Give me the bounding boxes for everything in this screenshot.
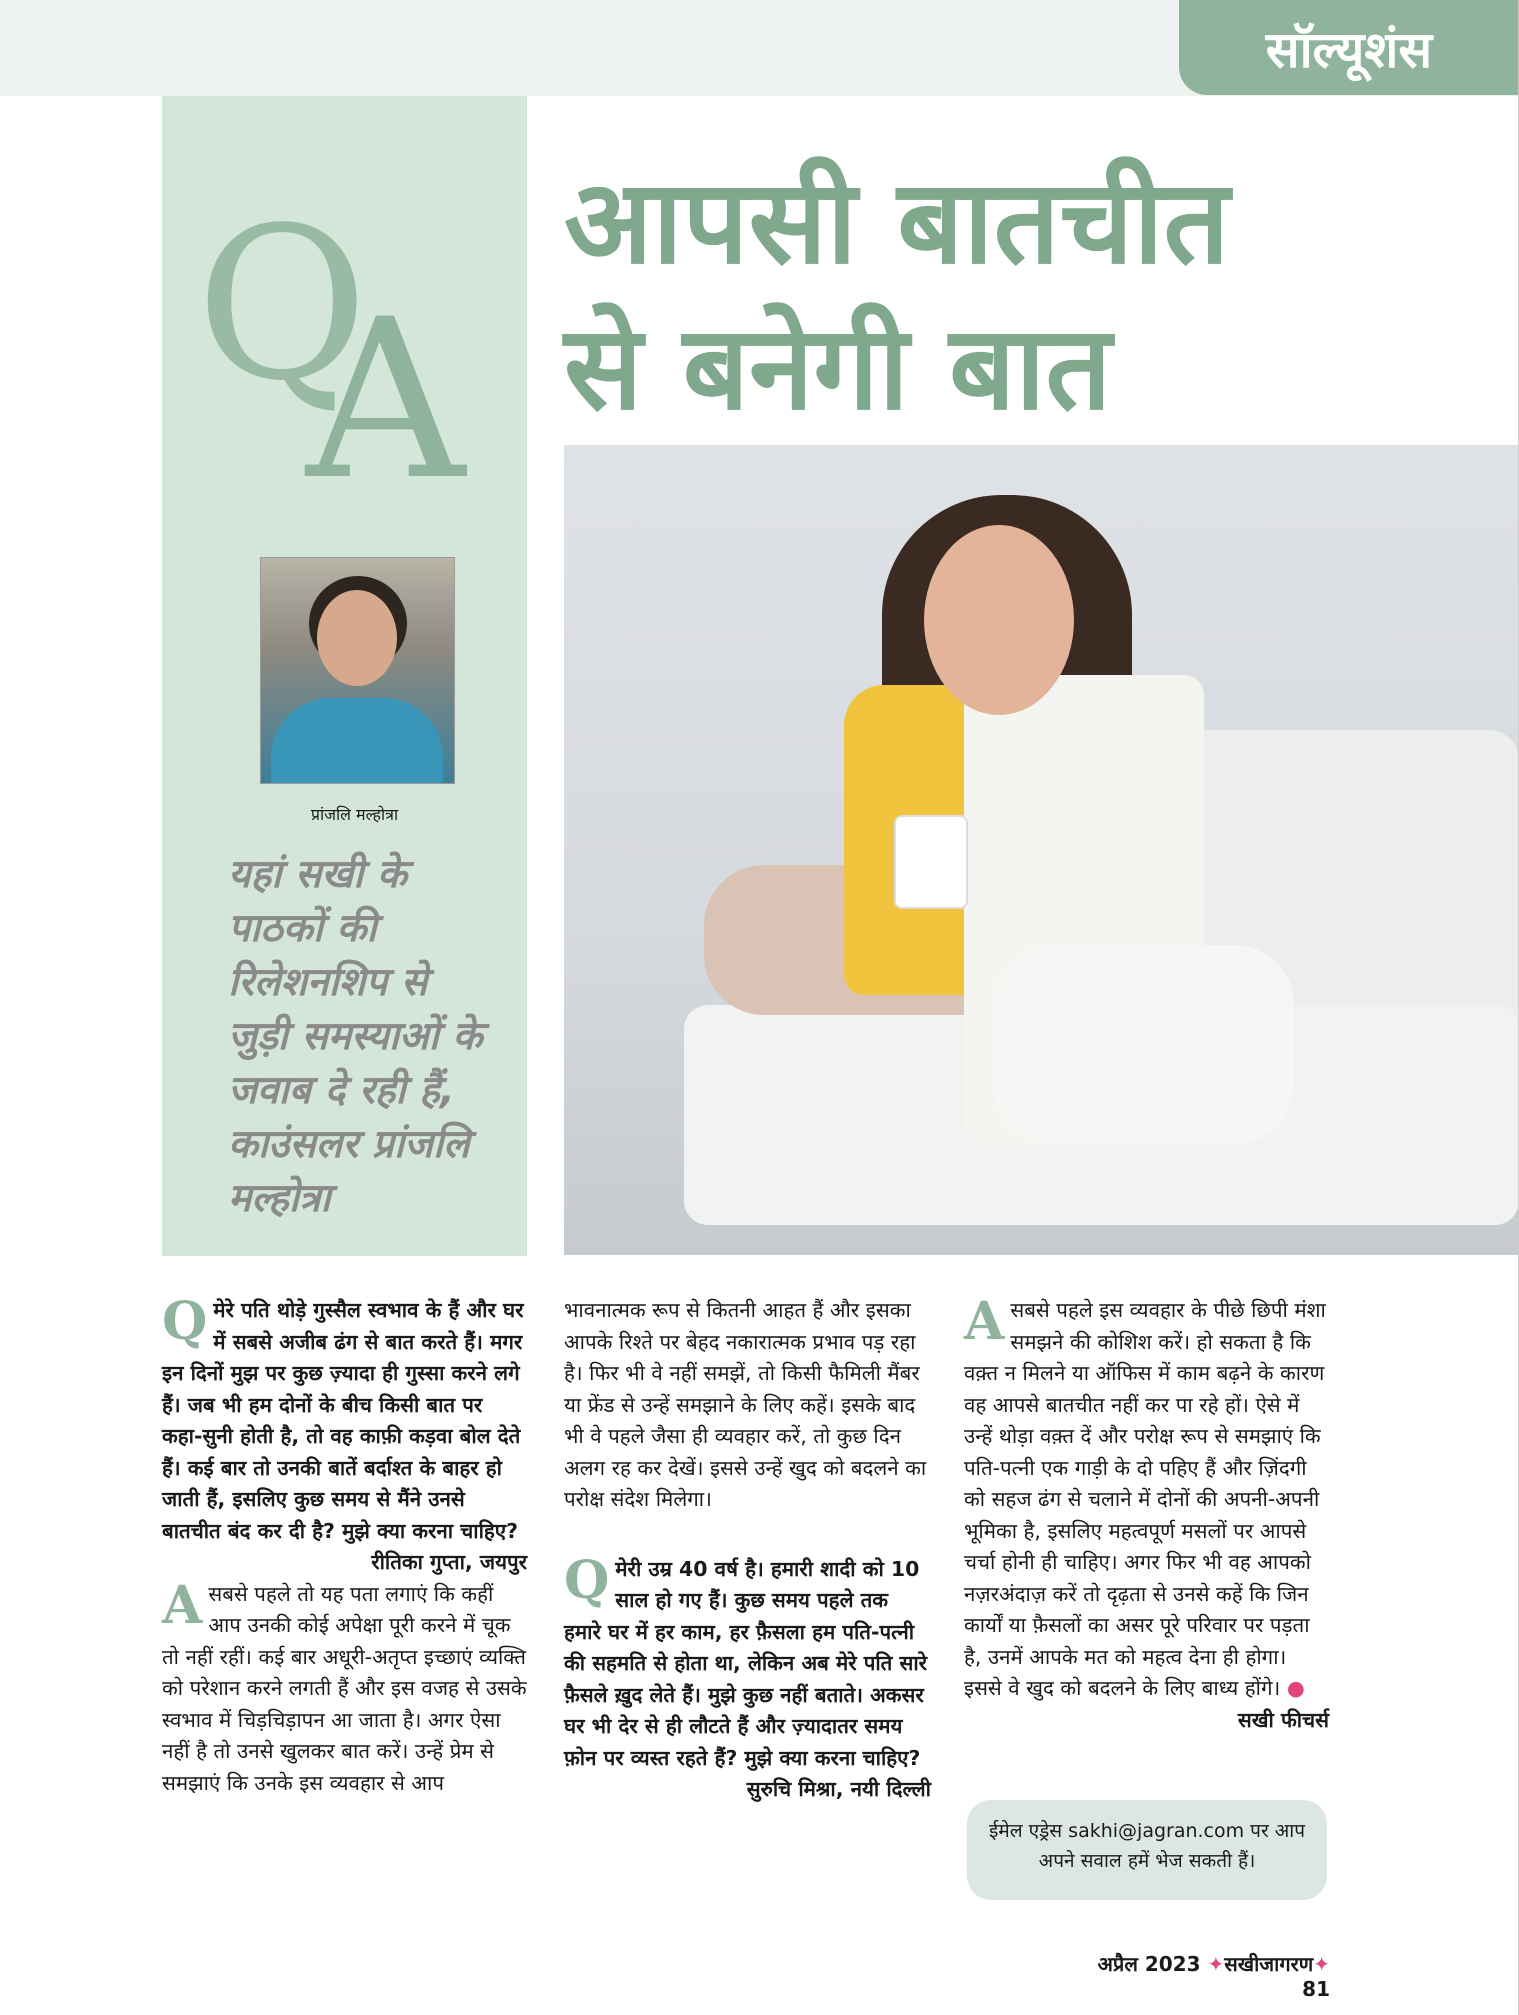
q-mark: Q	[162, 1291, 208, 1352]
answer-2-text: सबसे पहले इस व्यवहार के पीछे छिपी मंशा समझने की कोशिश करें। हो सकता है कि वक़्त न मिलने या ऑफिस में काम बढ़ने के कारण वह आपसे बातचीत नहीं कर पा रहे हों। ऐसे में उन्हें थोड़ा वक़्त दें और परोक्ष रूप से समझाएं कि पति-पत्नी एक गाड़ी के दो पहिए हैं और ज़िंदगी को सहज ढंग से चलाने में दोनों की अपनी-अपनी भूमिका है, इसलिए महत्वपूर्ण मसलों पर आपसे चर्चा होनी ही चाहिए। अगर फिर भी वह आपको नज़रअंदाज़ करें तो दृढ़ता से उनसे कहें कि जिन कार्यों या फ़ैसलों का असर पूरे परिवार पर पड़ता है, उनमें आपके मत को महत्व देना ही होगा। इससे वे खुद को बदलने के लिए बाध्य होंगे।	[964, 1298, 1326, 1700]
a-mark: A	[162, 1574, 203, 1636]
footer-month: अप्रैल 2023	[1097, 1952, 1201, 1976]
a-mark: A	[964, 1291, 1005, 1352]
byline: सखी फीचर्स	[1237, 1707, 1329, 1732]
question-1-author: रीतिका गुप्ता, जयपुर	[371, 1550, 527, 1574]
question-2-text: मेरी उम्र 40 वर्ष है। हमारी शादी को 10 साल हो गए हैं। कुछ समय पहले तक हमारे घर में हर काम, हर फ़ैसला हम पति-पत्नी की सहमति से होता था, लेकिन अब मेरे पति सारे फ़ैसले ख़ुद लेते हैं। मुझे कुछ नहीं बताते। अकसर घर भी देर से ही लौटते हैं और ज़्यादातर समय फ़ोन पर व्यस्त रहते हैं? मुझे क्या करना चाहिए?	[564, 1556, 928, 1770]
qa-logo-a: A	[306, 272, 465, 528]
answer-1-continued: भावनात्मक रूप से कितनी आहत हैं और इसका आपके रिश्ते पर बेहद नकारात्मक प्रभाव पड़ रहा है। फिर भी वे नहीं समझें, तो किसी फैमिली मैंबर या फ्रेंड से उन्हें समझाने के लिए कहें। इसके बाद भी वे पहले जैसा ही व्यवहार करें, तो कुछ दिन अलग रह कर देखें। इससे उन्हें खुद को बदलने का परोक्ष संदेश मिलेगा।	[564, 1298, 927, 1511]
headline-line-2: से बनेगी बात	[564, 301, 1112, 436]
star-icon: ✦	[1207, 1952, 1225, 1976]
question-1-text: मेरे पति थोड़े गुस्सैल स्वभाव के हैं और घर में सबसे अजीब ढंग से बात करते हैं। मगर इन दिनों मुझ पर कुछ ज़्यादा ही गुस्सा करने लगे हैं। जब भी हम दोनों के बीच किसी बात पर कहा-सुनी होती है, तो वह काफ़ी कड़वा बोल देते हैं। कई बार तो उनकी बातें बर्दाश्त के बाहर हो जाती हैं, इसलिए कुछ समय से मैंने उनसे बातचीत बंद कर दी है? मुझे क्या करना चाहिए?	[162, 1298, 524, 1543]
email-note: ईमेल एड्रेस sakhi@jagran.com पर आप अपने सवाल हमें भेज सकती हैं।	[967, 1800, 1327, 1900]
section-tab: सॉल्यूशंस	[1179, 0, 1519, 95]
portrait-caption: प्रांजलि मल्होत्रा	[310, 805, 399, 824]
star-icon: ✦	[1313, 1952, 1330, 1976]
qa-logo-q: Q	[196, 182, 369, 427]
q-mark: Q	[564, 1549, 610, 1611]
answer-1-text: सबसे पहले तो यह पता लगाएं कि कहीं आप उनकी कोई अपेक्षा पूरी करने में चूक तो नहीं रहीं। कई बार अधूरी-अतृप्त इच्छाएं व्यक्ति को परेशान करने लगती हैं और इस वजह से उसके स्वभाव में चिड़चिड़ापन आ जाता है। अगर ऐसा नहीं है तो उनसे खुलकर बात करें। उन्हें प्रेम से समझाएं कि उनके इस व्यवहार से आप	[162, 1581, 527, 1795]
page-number: 81	[1302, 1977, 1330, 2001]
intro-text: यहां सखी के पाठकों की रिलेशनशिप से जुड़ी समस्याओं के जवाब दे रही हैं, काउंसलर प्रांजलि मल्होत्रा	[228, 852, 483, 1221]
question-2-author: सुरुचि मिश्रा, नयी दिल्ली	[746, 1777, 931, 1801]
footer-brand: सखीजागरण	[1224, 1952, 1314, 1976]
end-mark: ●	[1286, 1676, 1305, 1700]
headline-line-1: आपसी बातचीत	[564, 155, 1230, 290]
